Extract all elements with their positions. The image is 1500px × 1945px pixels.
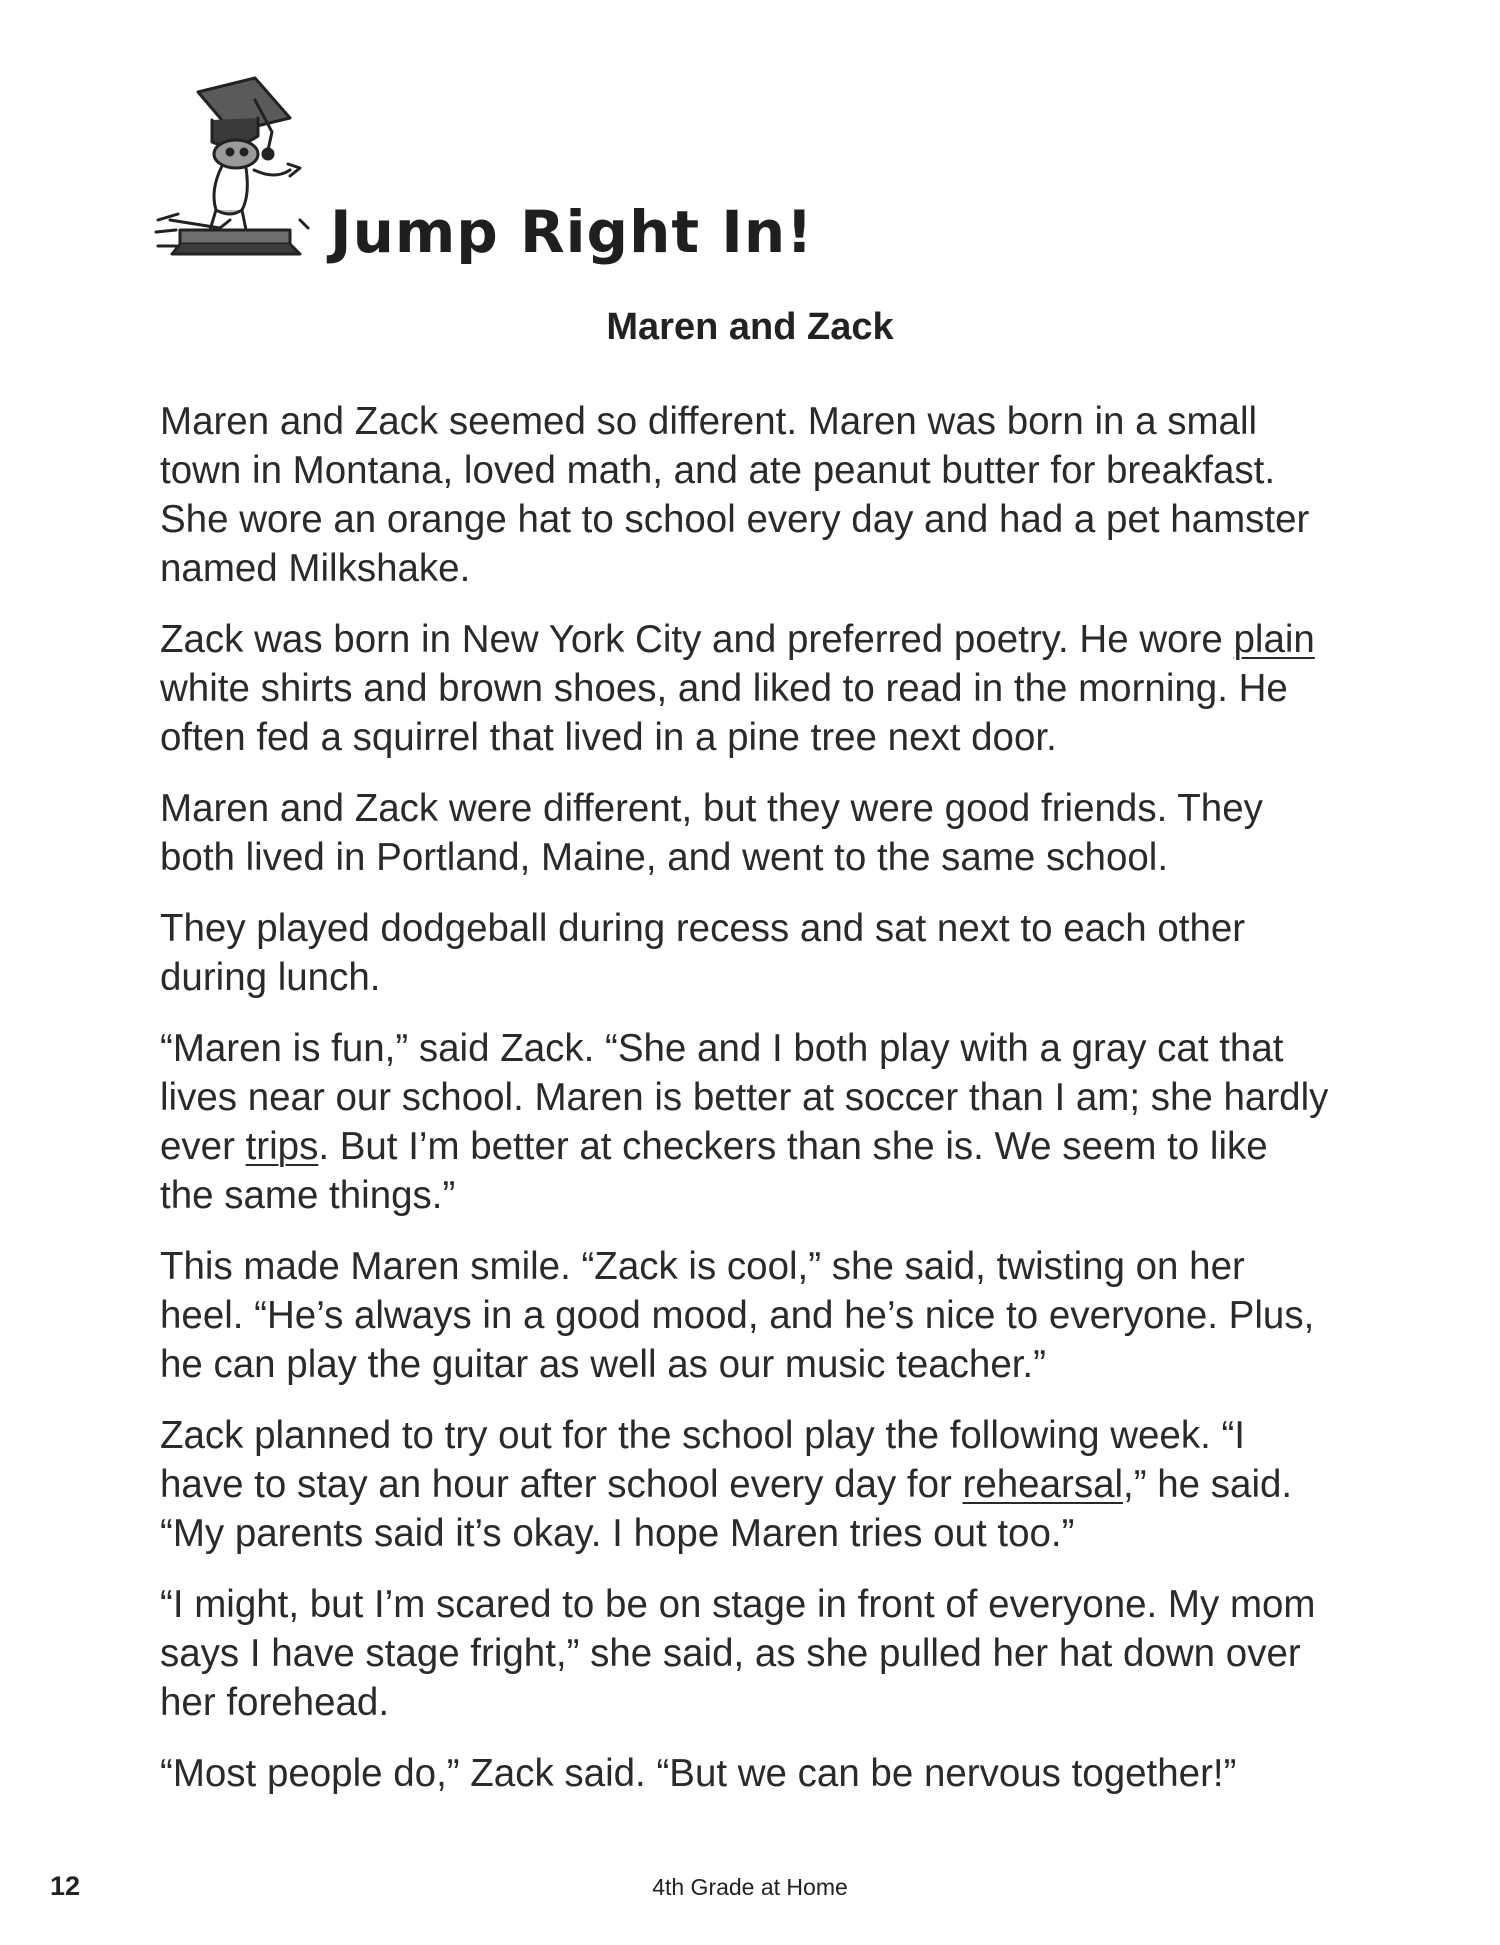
story-paragraph bbox=[160, 1411, 1330, 1558]
story-title: Maren and Zack bbox=[606, 306, 894, 348]
story-paragraph: Maren and Zack seemed so different. Maren was born in a small town in Montana, loved math, and ate peanut butter for breakfast. She wore an orange hat to school every day and had a pet hamster named Milkshake. bbox=[160, 400, 1310, 590]
book-title-footer: 4th Grade at Home bbox=[652, 1874, 848, 1900]
graduation-cap-character-on-springboard-icon bbox=[150, 70, 320, 260]
story-paragraph bbox=[160, 615, 1330, 762]
story-body bbox=[160, 397, 1330, 1820]
story-paragraph: “I might, but I’m scared to be on stage in front of everyone. My mom says I have stage fright,” she said, as she pulled her hat down over her forehead. bbox=[160, 1583, 1316, 1724]
story-paragraph: This made Maren smile. “Zack is cool,” she said, twisting on her heel. “He’s always in a good mood, and he’s nice to everyone. Plus, he can play the guitar as well as our music teacher.” bbox=[160, 1245, 1315, 1386]
paragraph-text: white shirts and brown shoes, and liked to read in the morning. He often fed a squirrel that lived in a pine tree next door. bbox=[160, 667, 1288, 759]
paragraph-text: “Maren is fun,” said Zack. “She and I both play with a gray cat that lives near our school. Maren is better at soccer than I am; she hardly ever bbox=[160, 1027, 1329, 1168]
paragraph-text: . But I’m better at checkers than she is. We seem to like the same things.” bbox=[160, 1125, 1268, 1217]
section-title: Jump Right In! bbox=[330, 198, 814, 266]
story-paragraph: They played dodgeball during recess and sat next to each other during lunch. bbox=[160, 907, 1246, 999]
paragraph-text: Zack was born in New York City and preferred poetry. He wore bbox=[160, 618, 1234, 661]
section-header bbox=[150, 70, 850, 270]
paragraph-text: Zack planned to try out for the school play the following week. “I have to stay an hour after school every day for bbox=[160, 1414, 1245, 1506]
underlined-vocabulary-word: trips bbox=[245, 1125, 319, 1168]
story-paragraph bbox=[160, 1024, 1330, 1220]
underlined-vocabulary-word: plain bbox=[1233, 618, 1315, 661]
underlined-vocabulary-word: rehearsal bbox=[962, 1463, 1124, 1506]
page-number: 12 bbox=[50, 1871, 81, 1901]
paragraph-text: ,” he said. “My parents said it’s okay. I hope Maren tries out too.” bbox=[160, 1463, 1293, 1555]
story-paragraph: “Most people do,” Zack said. “But we can be nervous together!” bbox=[160, 1752, 1237, 1795]
story-paragraph: Maren and Zack were different, but they were good friends. They both lived in Portland, Maine, and went to the same school. bbox=[160, 787, 1263, 879]
